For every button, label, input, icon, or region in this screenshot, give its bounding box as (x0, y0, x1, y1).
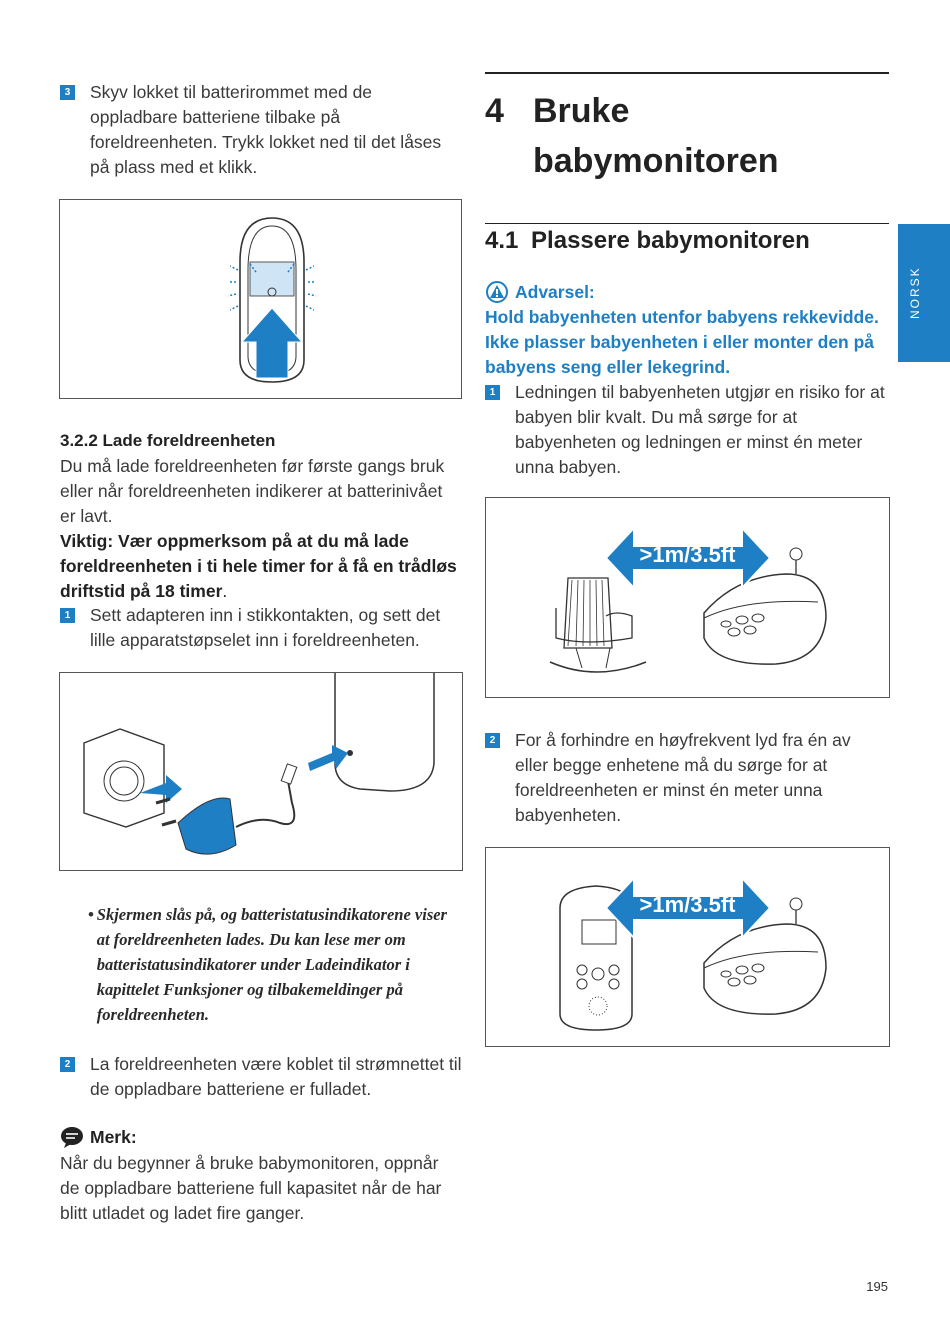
step-text: Skyv lokket til batterirommet med de oppladbare batteriene tilbake på foreldreenheten. Trykk lokket ned til det låses på plass med et klikk. (90, 82, 442, 177)
step-1-right (485, 380, 885, 480)
step-text: Sett adapteren inn i stikkontakten, og sett det lille apparatstøpselet inn i foreldreenheten. (90, 605, 441, 650)
crib-distance-illustration (485, 497, 890, 698)
chapter-title (533, 86, 779, 186)
section-heading (485, 225, 810, 257)
step-1-left (60, 603, 462, 653)
distance-label-1: >1m/3.5ft (639, 542, 736, 567)
warning-text: Hold babyenheten utenfor babyens rekkevidde. Ikke plasser babyenheten i eller monter den på babyens seng eller lekegrind. (485, 307, 879, 377)
important-note: Viktig: Vær oppmerksom på at du må lade foreldreenheten i ti hele timer for å få en trådløs driftstid på 18 timer. (60, 531, 457, 601)
step-text: Ledningen til babyenheten utgjør en risiko for at babyen blir kvalt. Du må sørge for at babyenheten og ledningen er minst én meter unna babyen. (515, 382, 885, 477)
step-number: 1 (60, 608, 75, 623)
warning-label: Advarsel: (515, 281, 595, 302)
units-distance-illustration (485, 847, 890, 1047)
chapter-title-line-2: babymonitoren (533, 142, 779, 180)
warning-icon (485, 281, 509, 303)
section-number: 4.1 (485, 227, 519, 254)
chapter-number: 4 (485, 92, 504, 130)
step-number: 3 (60, 85, 75, 100)
charger-illustration (59, 672, 463, 871)
step-2-left (60, 1052, 464, 1102)
note-header (60, 1126, 137, 1148)
bullet-item (88, 902, 460, 1027)
step-text: La foreldreenheten være koblet til strømnettet til de oppladbare batteriene er fulladet. (90, 1054, 462, 1099)
warning-header (485, 281, 595, 303)
note-text: Når du begynner å bruke babymonitoren, oppnår de oppladbare batteriene full kapasitet når de har blitt utladet og ladet fire ganger. (60, 1153, 442, 1223)
note-icon (60, 1126, 84, 1148)
section-322-paragraph: Du må lade foreldreenheten før første gangs bruk eller når foreldreenheten indikerer at batterinivået er lavt. (60, 456, 445, 526)
step-number: 2 (485, 733, 500, 748)
language-tab (898, 224, 950, 362)
bullet-text: Skjermen slås på, og batteristatusindikatorene viser at foreldreenheten lades. Du kan lese mer om batteristatusindikatorer under Ladeindikator i kapittelet Funksjoner og tilbakemeldinger på foreldreenheten. (96, 905, 447, 1024)
step-text: For å forhindre en høyfrekvent lyd fra én av eller begge enhetene må du sørge for at foreldreenheten er minst én meter unna babyenheten. (515, 730, 851, 825)
section-heading-322: 3.2.2 Lade foreldreenheten (60, 431, 276, 450)
step-number: 2 (60, 1057, 75, 1072)
section-title: Plassere babymonitoren (531, 227, 810, 254)
distance-label-2: >1m/3.5ft (639, 892, 736, 917)
step-number: 1 (485, 385, 500, 400)
chapter-title-line-1: Bruke (533, 92, 630, 130)
chapter-rule (485, 72, 889, 74)
step-2-right (485, 728, 885, 828)
step-3 (60, 80, 460, 180)
language-tab-label: NORSK (908, 266, 922, 320)
battery-cover-illustration (59, 199, 462, 399)
page-number: 195 (866, 1279, 888, 1294)
note-label: Merk: (90, 1126, 137, 1147)
bullet-symbol: • (88, 905, 94, 924)
section-rule (485, 223, 889, 224)
